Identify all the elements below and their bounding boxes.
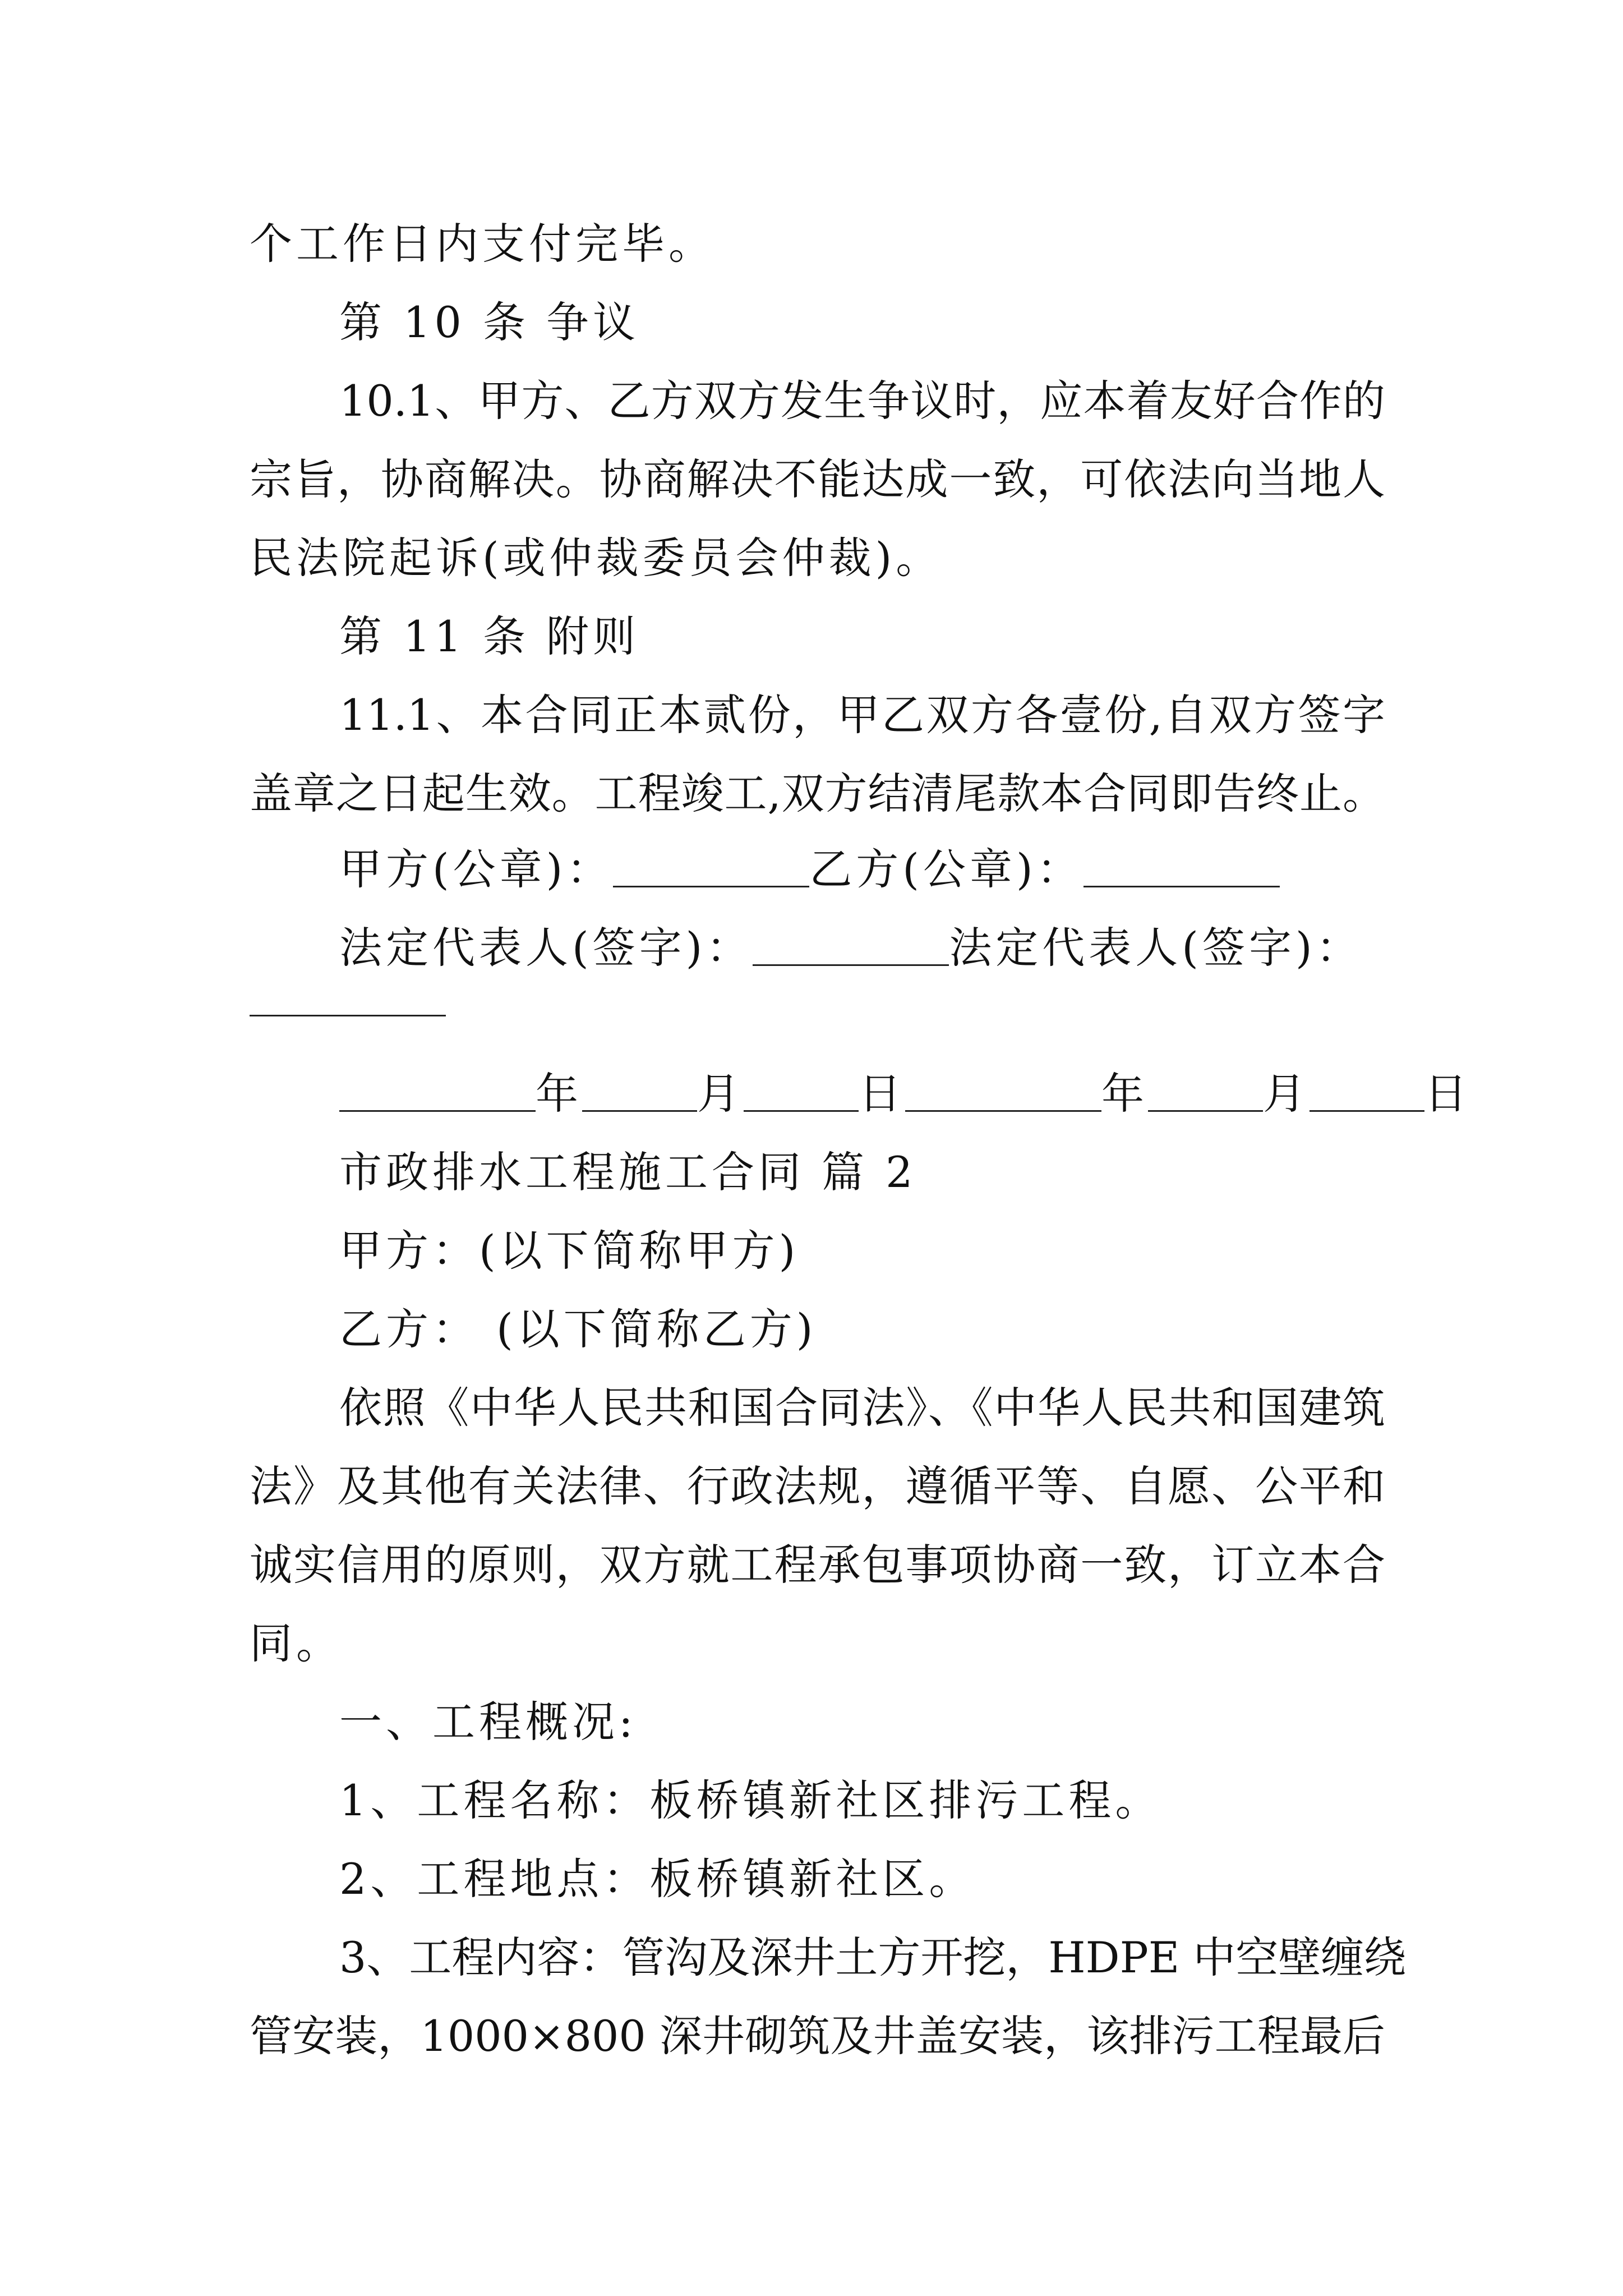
party-b-rep-blank-row xyxy=(250,970,446,1027)
party-a-seal-label: 甲方(公章)： xyxy=(339,844,614,894)
paragraph-line: 依照《中华人民共和国合同法》、《中华人民共和国建筑 xyxy=(339,1383,1385,1433)
date-row xyxy=(339,1066,1471,1122)
paragraph-line: 管安装，1000×800 深井砌筑及井盖安装，该排污工程最后 xyxy=(250,2011,1385,2061)
year-blank xyxy=(339,1071,536,1112)
party-b-rep-blank xyxy=(250,976,446,1016)
day-blank xyxy=(744,1071,859,1112)
signature-rep-row xyxy=(339,920,1363,976)
date-year-label: 年 xyxy=(1101,1069,1148,1119)
date-month-label: 月 xyxy=(697,1069,744,1119)
paragraph-line: 个工作日内支付完毕。 xyxy=(250,219,715,269)
paragraph-line: 宗旨，协商解决。协商解决不能达成一致，可依法向当地人 xyxy=(250,454,1385,504)
month-blank xyxy=(1148,1071,1263,1112)
list-item: 1、工程名称：板桥镇新社区排污工程。 xyxy=(339,1775,1162,1825)
article-11-heading xyxy=(339,609,639,665)
party-a-seal-blank xyxy=(613,846,809,887)
article-title: 附则 xyxy=(546,611,640,661)
article-number: 第 11 条 xyxy=(339,611,530,661)
paragraph-line: 诚实信用的原则，双方就工程承包事项协商一致，订立本合 xyxy=(250,1540,1385,1590)
article-title: 争议 xyxy=(546,297,640,347)
party-b-line: 乙方： (以下简称乙方) xyxy=(339,1304,817,1354)
list-item: 3、工程内容：管沟及深井土方开挖，HDPE 中空壁缠绕 xyxy=(339,1932,1407,1982)
list-item: 2、工程地点：板桥镇新社区。 xyxy=(339,1854,976,1904)
date-year-label: 年 xyxy=(536,1069,582,1119)
party-b-seal-label: 乙方(公章)： xyxy=(809,844,1083,894)
contract-title: 市政排水工程施工合同 xyxy=(339,1147,805,1197)
month-blank xyxy=(582,1071,697,1112)
paragraph-line: 民法院起诉(或仲裁委员会仲裁)。 xyxy=(250,533,943,583)
signature-seal-row xyxy=(339,841,1280,898)
paragraph-line: 10.1、甲方、乙方双方发生争议时，应本着友好合作的 xyxy=(339,376,1385,426)
date-day-label: 日 xyxy=(859,1069,905,1119)
day-blank xyxy=(1310,1071,1424,1112)
article-number: 第 10 条 xyxy=(339,297,530,347)
party-a-rep-blank xyxy=(753,925,949,966)
party-a-rep-label: 法定代表人(签字)： xyxy=(339,923,753,973)
party-b-seal-blank xyxy=(1083,846,1280,887)
date-month-label: 月 xyxy=(1263,1069,1310,1119)
date-day-label: 日 xyxy=(1424,1069,1471,1119)
paragraph-line: 11.1、本合同正本贰份，甲乙双方各壹份,自双方签字 xyxy=(339,690,1385,740)
article-10-heading xyxy=(339,295,639,351)
paragraph-line: 同。 xyxy=(250,1618,343,1668)
section-heading: 一、工程概况: xyxy=(339,1697,637,1747)
paragraph-line: 盖章之日起生效。工程竣工,双方结清尾款本合同即告终止。 xyxy=(250,769,1385,818)
section-number: 篇 2 xyxy=(822,1147,917,1197)
paragraph-line: 法》及其他有关法律、行政法规，遵循平等、自愿、公平和 xyxy=(250,1461,1385,1511)
party-a-line: 甲方：(以下简称甲方) xyxy=(339,1226,800,1276)
party-b-rep-label: 法定代表人(签字)： xyxy=(949,923,1363,973)
section-heading xyxy=(339,1144,917,1200)
year-blank xyxy=(905,1071,1101,1112)
